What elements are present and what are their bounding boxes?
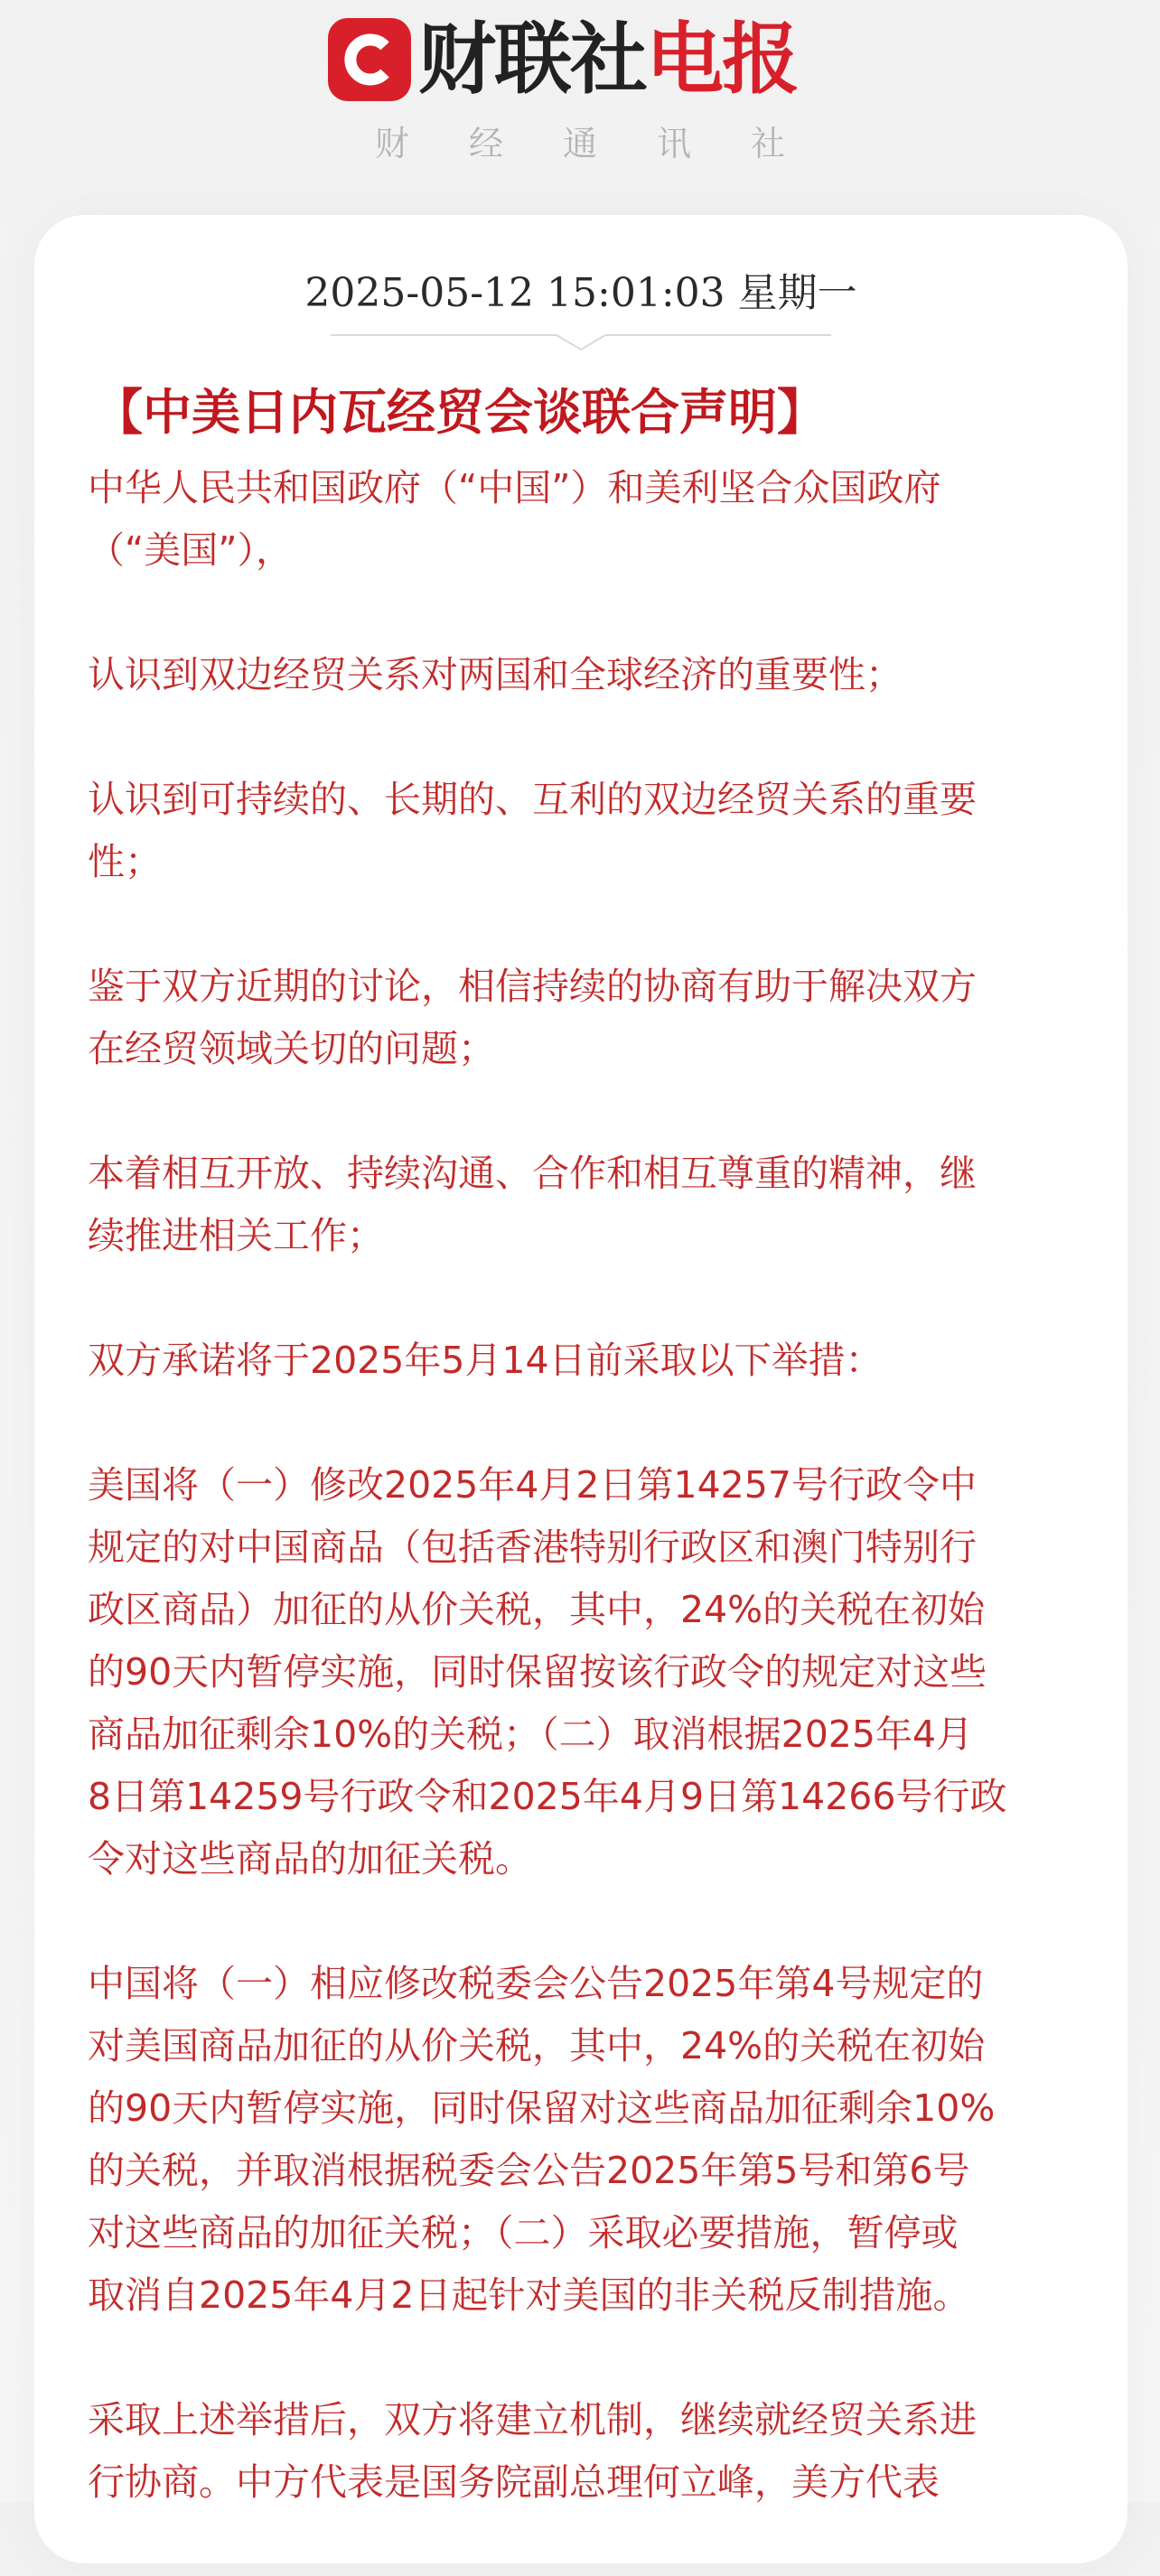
brand-tagline: 财经通讯社 — [374, 124, 845, 163]
article-card — [34, 215, 1127, 2563]
brand-logo-icon — [328, 18, 411, 101]
article-paragraph: 认识到双边经贸关系对两国和全球经济的重要性； — [88, 653, 903, 696]
article-paragraph: 认识到可持续的、长期的、互利的双边经贸关系的重要 性； — [88, 778, 977, 883]
c-letter-icon — [338, 28, 401, 91]
article-timestamp: 2025-05-12 15:01:03 星期一 — [304, 270, 857, 316]
brand-header — [0, 0, 1160, 181]
brand-name-red: 电报 — [646, 14, 798, 105]
brand-name — [418, 16, 798, 103]
brand-name-black: 财联社 — [418, 14, 646, 105]
timestamp-divider — [331, 328, 831, 351]
article-paragraph: 鉴于双方近期的讨论，相信持续的协商有助于解决双方 在经贸领域关切的问题； — [88, 965, 977, 1070]
article-paragraph: 中华人民共和国政府（“中国”）和美利坚合众国政府 （“美国”）， — [88, 466, 941, 572]
article-headline: 【中美日内瓦经贸会谈联合声明】 — [94, 383, 826, 441]
brand-logo — [328, 16, 798, 103]
article-paragraph: 本着相互开放、持续沟通、合作和相互尊重的精神，继 续推进相关工作； — [88, 1152, 977, 1257]
article-paragraph: 美国将（一）修改2025年4月2日第14257号行政令中 规定的对中国商品（包括香港特别行政区和澳门特别行 政区商品）加征的从价关税，其中，24%的关税在初始 的90天内暂停实施，同时保留按该行政令的规定对这些 商品加征剩余10%的关税；（二）取消根据2025年4月 8日第14259号行政令和2025年4月9日第14266号行政 令对这些商品的加征关税。 — [88, 1463, 1007, 1881]
article-paragraph: 双方承诺将于2025年5月14日前采取以下举措： — [88, 1339, 883, 1382]
article-paragraph: 中国将（一）相应修改税委会公告2025年第4号规定的 对美国商品加征的从价关税，其中，24%的关税在初始 的90天内暂停实施，同时保留对这些商品加征剩余10% 的关税，并取消根据税委会公告2025年第5号和第6号 对这些商品的加征关税；（二）采取必要措施，暂停或 取消自2025年4月2日起针对美国的非关税反制措施。 — [88, 1962, 996, 2317]
article-body — [88, 457, 1109, 2576]
article-paragraph: 采取上述举措后，双方将建立机制，继续就经贸关系进 行协商。中方代表是国务院副总理何立峰，美方代表 — [88, 2398, 977, 2504]
